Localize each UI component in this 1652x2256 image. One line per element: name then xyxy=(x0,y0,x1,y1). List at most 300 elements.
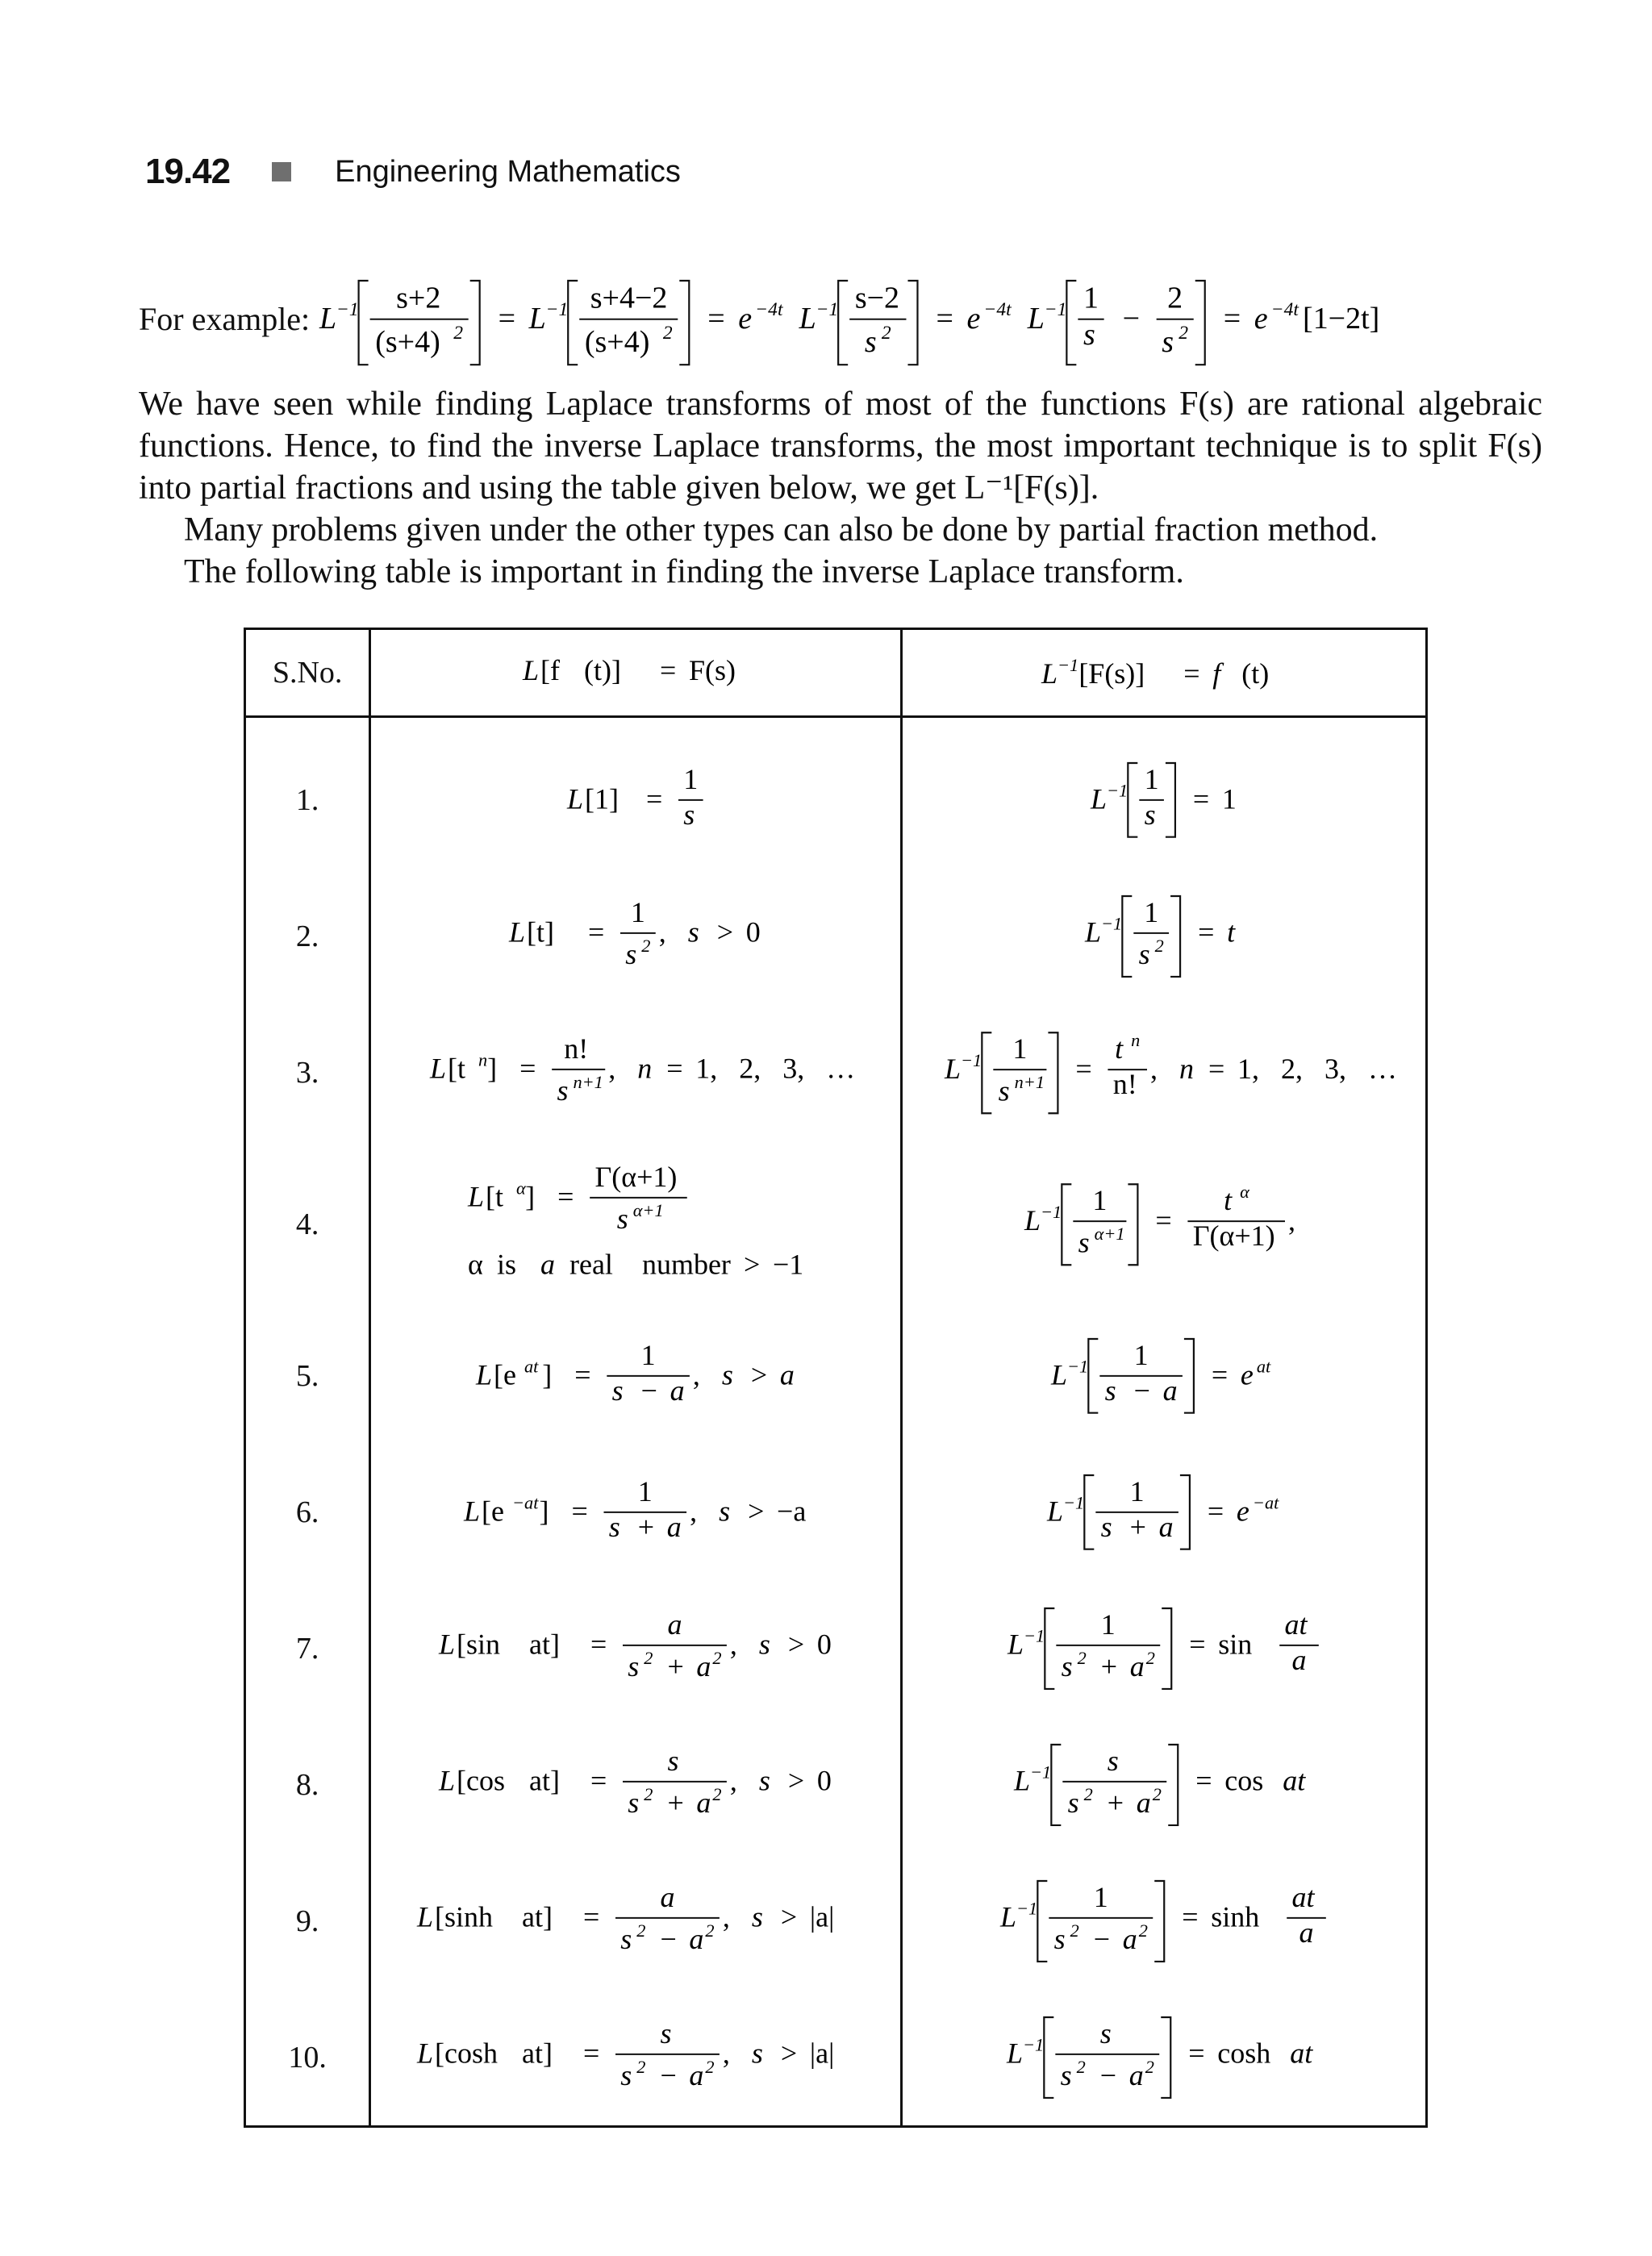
svg-text:n!: n! xyxy=(563,1032,588,1065)
svg-text:−1: −1 xyxy=(1040,1202,1062,1223)
svg-text:−1: −1 xyxy=(1067,1356,1089,1377)
svg-text:n: n xyxy=(636,1052,652,1085)
svg-text:2: 2 xyxy=(705,2056,715,2077)
svg-text:a: a xyxy=(660,1880,675,1913)
svg-text:−1: −1 xyxy=(336,299,359,321)
svg-text:a: a xyxy=(1122,1922,1137,1955)
forward-transform xyxy=(370,1989,902,2127)
svg-text:a: a xyxy=(696,1786,711,1819)
svg-text:a: a xyxy=(540,1248,556,1281)
table-row xyxy=(245,1444,1427,1580)
svg-text:−1: −1 xyxy=(960,1050,982,1071)
svg-text:2: 2 xyxy=(636,2056,646,2077)
svg-text:=: = xyxy=(1189,1628,1206,1661)
svg-text:2: 2 xyxy=(1077,2056,1087,2077)
svg-text:e: e xyxy=(1254,302,1268,336)
svg-text:[F(s)]: [F(s)] xyxy=(1078,657,1145,690)
paragraph-2: Many problems given under the other types can also be done by partial fraction method. xyxy=(184,511,1379,548)
svg-text:[t]: [t] xyxy=(527,915,555,949)
svg-text:a: a xyxy=(667,1608,682,1641)
row-number: 9. xyxy=(245,1853,370,1989)
table-row xyxy=(245,1580,1427,1716)
row-number: 6. xyxy=(245,1444,370,1580)
row-number: 4. xyxy=(245,1141,370,1307)
page-header xyxy=(145,144,681,200)
svg-text:s: s xyxy=(625,937,637,970)
svg-text:a: a xyxy=(1137,1786,1152,1819)
paragraph-3: The following table is important in finding the inverse Laplace transform. xyxy=(184,553,1184,590)
svg-text:L: L xyxy=(468,1180,485,1213)
svg-text:−: − xyxy=(1122,302,1141,336)
svg-text:]: ] xyxy=(525,1180,536,1213)
svg-text:=: = xyxy=(1192,782,1209,815)
svg-text:=: = xyxy=(582,1900,599,1933)
svg-text:−1: −1 xyxy=(1057,655,1079,676)
svg-text:…: … xyxy=(825,1052,855,1085)
svg-text:2: 2 xyxy=(705,1920,715,1941)
svg-text:−: − xyxy=(1100,2058,1117,2091)
svg-text:]: ] xyxy=(486,1052,497,1085)
svg-text:=: = xyxy=(707,302,725,336)
svg-text:2: 2 xyxy=(1167,281,1183,315)
svg-text:a: a xyxy=(1163,1374,1179,1407)
svg-text:s: s xyxy=(719,1495,731,1528)
svg-text:−: − xyxy=(1134,1374,1151,1407)
svg-text:t: t xyxy=(1227,915,1236,949)
svg-text:number: number xyxy=(642,1248,732,1281)
inverse-transform xyxy=(902,1989,1427,2127)
svg-text:a: a xyxy=(1158,1510,1174,1543)
forward-transform xyxy=(370,1580,902,1716)
svg-text:α: α xyxy=(468,1248,484,1281)
svg-text:a: a xyxy=(1291,1643,1307,1676)
body-text xyxy=(139,383,1542,593)
inverse-transform xyxy=(902,1444,1427,1580)
svg-text:L: L xyxy=(1014,1764,1031,1797)
inverse-transform xyxy=(902,1716,1427,1853)
svg-text:2: 2 xyxy=(1145,2056,1155,2077)
svg-text:1: 1 xyxy=(1144,762,1159,795)
svg-text:at]: at] xyxy=(528,1764,560,1797)
svg-text:at: at xyxy=(1290,2037,1313,2070)
svg-text:=: = xyxy=(1183,657,1200,690)
svg-text:[e: [e xyxy=(482,1495,505,1528)
svg-text:,: , xyxy=(722,1900,730,1933)
svg-text:s: s xyxy=(1100,1510,1112,1543)
row-number: 1. xyxy=(245,717,370,869)
svg-text:>: > xyxy=(780,2037,797,2070)
example-formula xyxy=(316,277,1400,368)
svg-text:[1−2t]: [1−2t] xyxy=(1303,302,1380,336)
svg-text:a: a xyxy=(670,1374,685,1407)
svg-text:L: L xyxy=(1000,1900,1017,1933)
svg-text:,: , xyxy=(690,1495,698,1528)
svg-text:s: s xyxy=(660,2016,672,2050)
svg-text:]: ] xyxy=(542,1358,552,1391)
svg-text:2: 2 xyxy=(636,1920,646,1941)
svg-text:=: = xyxy=(519,1052,536,1085)
svg-text:1: 1 xyxy=(631,895,646,928)
svg-text:−1: −1 xyxy=(1023,2034,1045,2055)
svg-text:2,: 2, xyxy=(1280,1053,1303,1086)
row-number: 2. xyxy=(245,868,370,1004)
table-row xyxy=(245,1853,1427,1989)
svg-text:at: at xyxy=(1291,1880,1315,1913)
svg-text:1: 1 xyxy=(640,1338,656,1371)
svg-text:…: … xyxy=(1367,1053,1397,1086)
svg-text:n: n xyxy=(478,1049,487,1070)
svg-text:2: 2 xyxy=(882,322,891,344)
svg-text:>: > xyxy=(744,1248,761,1281)
svg-text:=: = xyxy=(645,782,663,815)
svg-text:,: , xyxy=(722,2037,730,2070)
svg-text:,: , xyxy=(729,1764,737,1797)
svg-text:=: = xyxy=(557,1180,574,1213)
svg-text:,: , xyxy=(659,915,667,949)
svg-text:a: a xyxy=(1129,2058,1145,2091)
svg-text:α: α xyxy=(1239,1182,1249,1203)
svg-text:1: 1 xyxy=(1083,281,1099,315)
svg-text:at]: at] xyxy=(528,1628,560,1661)
svg-text:1,: 1, xyxy=(695,1052,717,1085)
svg-text:2: 2 xyxy=(453,322,464,344)
svg-text:1: 1 xyxy=(1012,1032,1027,1065)
svg-text:+: + xyxy=(637,1510,655,1543)
svg-text:L: L xyxy=(1041,657,1058,690)
svg-text:2: 2 xyxy=(1138,1920,1149,1941)
forward-transform xyxy=(370,717,902,869)
svg-text:=: = xyxy=(571,1495,588,1528)
svg-text:[f: [f xyxy=(540,653,561,686)
svg-text:s: s xyxy=(1100,2016,1112,2050)
svg-text:=: = xyxy=(665,1052,683,1085)
inverse-transform xyxy=(902,868,1427,1004)
svg-text:=: = xyxy=(1212,1358,1229,1391)
svg-text:L: L xyxy=(1046,1495,1063,1528)
row-number: 10. xyxy=(245,1989,370,2127)
svg-text:2: 2 xyxy=(643,1783,653,1804)
svg-text:e: e xyxy=(1236,1495,1249,1528)
svg-text:0: 0 xyxy=(816,1628,832,1661)
svg-text:1: 1 xyxy=(1134,1338,1149,1371)
svg-text:a: a xyxy=(666,1510,682,1543)
svg-text:Γ(α+1): Γ(α+1) xyxy=(1192,1220,1275,1253)
row-number: 3. xyxy=(245,1004,370,1141)
svg-text:L: L xyxy=(523,653,540,686)
svg-text:s: s xyxy=(1162,324,1174,359)
svg-text:s: s xyxy=(865,324,877,359)
svg-text:+: + xyxy=(1129,1510,1146,1543)
row-number: 8. xyxy=(245,1716,370,1853)
svg-text:+: + xyxy=(1108,1786,1124,1819)
svg-text:=: = xyxy=(590,1764,607,1797)
svg-text:at: at xyxy=(1283,1764,1306,1797)
svg-text:1: 1 xyxy=(1093,1880,1108,1913)
svg-text:sinh: sinh xyxy=(1211,1900,1260,1933)
svg-text:−1: −1 xyxy=(1024,1625,1045,1646)
svg-text:−4t: −4t xyxy=(755,299,783,321)
inverse-transform xyxy=(902,1307,1427,1444)
svg-text:s: s xyxy=(751,1900,763,1933)
svg-text:s: s xyxy=(998,1074,1010,1107)
svg-text:a: a xyxy=(1129,1649,1145,1683)
svg-text:s: s xyxy=(721,1358,733,1391)
svg-text:2: 2 xyxy=(712,1647,722,1668)
svg-text:(s+4): (s+4) xyxy=(375,324,440,359)
svg-text:>: > xyxy=(787,1628,804,1661)
svg-text:s: s xyxy=(1138,937,1150,970)
example-line xyxy=(139,277,1542,368)
forward-transform xyxy=(370,1004,902,1141)
page-number: 19.42 xyxy=(145,152,231,191)
svg-text:s: s xyxy=(616,1202,628,1235)
svg-text:+: + xyxy=(1100,1649,1118,1683)
svg-text:[e: [e xyxy=(493,1358,516,1391)
svg-text:=: = xyxy=(1188,2037,1205,2070)
svg-text:L: L xyxy=(528,302,546,336)
svg-text:cos: cos xyxy=(1224,1764,1264,1797)
svg-text:α+1: α+1 xyxy=(1094,1224,1125,1245)
svg-text:3,: 3, xyxy=(782,1052,804,1085)
svg-text:α: α xyxy=(516,1178,526,1199)
svg-text:0: 0 xyxy=(746,915,761,949)
svg-text:,: , xyxy=(607,1052,615,1085)
svg-text:[1]: [1] xyxy=(584,782,619,815)
svg-text:L: L xyxy=(1090,782,1107,815)
svg-text:−1: −1 xyxy=(1016,1898,1038,1919)
svg-text:1: 1 xyxy=(683,762,699,795)
svg-text:n: n xyxy=(1130,1030,1140,1051)
inverse-transform xyxy=(902,1853,1427,1989)
svg-text:L: L xyxy=(1024,1204,1041,1237)
svg-text:Γ(α+1): Γ(α+1) xyxy=(594,1160,678,1193)
svg-text:f: f xyxy=(1212,657,1221,690)
inverse-transform xyxy=(902,1004,1427,1141)
svg-text:sin: sin xyxy=(1218,1628,1253,1661)
svg-text:,: , xyxy=(692,1358,700,1391)
svg-text:>: > xyxy=(750,1358,767,1391)
table-row xyxy=(245,868,1427,1004)
svg-text:2: 2 xyxy=(1179,322,1189,344)
svg-text:|a|: |a| xyxy=(809,2037,834,2070)
svg-text:+: + xyxy=(667,1786,684,1819)
svg-text:α+1: α+1 xyxy=(632,1199,664,1220)
svg-text:+: + xyxy=(667,1649,684,1683)
svg-text:s+2: s+2 xyxy=(396,281,441,315)
svg-text:s: s xyxy=(688,915,700,949)
svg-text:=: = xyxy=(588,915,605,949)
svg-text:e: e xyxy=(738,302,753,336)
svg-text:−1: −1 xyxy=(1044,299,1067,321)
svg-text:at: at xyxy=(1284,1608,1308,1641)
row-number: 7. xyxy=(245,1580,370,1716)
svg-text:t: t xyxy=(1223,1184,1232,1217)
svg-text:(t): (t) xyxy=(1241,657,1270,690)
svg-text:−1: −1 xyxy=(816,299,839,321)
svg-text:−1: −1 xyxy=(1100,913,1123,934)
svg-text:a: a xyxy=(1299,1916,1314,1949)
svg-text:L: L xyxy=(438,1764,455,1797)
svg-text:2: 2 xyxy=(1084,1783,1094,1804)
svg-text:s: s xyxy=(627,1649,639,1683)
svg-text:s: s xyxy=(683,798,695,831)
svg-text:2: 2 xyxy=(1153,1783,1162,1804)
svg-text:s: s xyxy=(608,1510,620,1543)
svg-text:n+1: n+1 xyxy=(1014,1072,1045,1093)
svg-text:−4t: −4t xyxy=(983,299,1012,321)
forward-transform xyxy=(370,868,902,1004)
svg-text:s: s xyxy=(1108,1744,1120,1777)
svg-text:s: s xyxy=(758,1764,770,1797)
inverse-transform xyxy=(902,1580,1427,1716)
svg-text:1: 1 xyxy=(637,1474,653,1507)
svg-text:−: − xyxy=(1093,1922,1111,1955)
svg-text:=: = xyxy=(1208,1053,1224,1086)
svg-text:2: 2 xyxy=(1070,1920,1079,1941)
svg-text:1,: 1, xyxy=(1237,1053,1259,1086)
svg-text:2: 2 xyxy=(641,935,651,956)
svg-text:=: = xyxy=(936,302,954,336)
svg-text:a: a xyxy=(689,1922,704,1955)
svg-text:,: , xyxy=(1287,1204,1295,1237)
svg-text:=: = xyxy=(1195,1764,1212,1797)
svg-text:=: = xyxy=(1198,915,1215,949)
svg-text:L: L xyxy=(1051,1358,1068,1391)
svg-text:=: = xyxy=(1182,1900,1199,1933)
svg-text:L: L xyxy=(1084,915,1102,949)
forward-transform xyxy=(370,1716,902,1853)
svg-text:L: L xyxy=(475,1358,492,1391)
svg-text:s: s xyxy=(627,1786,639,1819)
svg-text:s: s xyxy=(620,1922,632,1955)
svg-text:−: − xyxy=(660,1922,677,1955)
forward-transform xyxy=(370,1444,902,1580)
svg-text:=: = xyxy=(660,653,677,686)
svg-text:=: = xyxy=(582,2037,599,2070)
svg-text:1: 1 xyxy=(1091,1184,1107,1217)
svg-text:,: , xyxy=(1149,1053,1158,1086)
svg-text:>: > xyxy=(787,1764,804,1797)
svg-text:L: L xyxy=(944,1053,961,1086)
table-body xyxy=(245,717,1427,2127)
svg-text:−1: −1 xyxy=(1106,780,1128,801)
svg-text:L: L xyxy=(1007,1628,1024,1661)
svg-text:real: real xyxy=(569,1248,614,1281)
svg-text:0: 0 xyxy=(816,1764,832,1797)
svg-text:cosh: cosh xyxy=(1217,2037,1271,2070)
svg-text:[cos: [cos xyxy=(456,1764,505,1797)
svg-text:at: at xyxy=(524,1356,539,1377)
svg-text:s: s xyxy=(556,1074,569,1107)
svg-text:−4t: −4t xyxy=(1270,299,1299,321)
svg-text:2: 2 xyxy=(1145,1647,1156,1668)
svg-text:=: = xyxy=(1154,1204,1172,1237)
svg-text:t: t xyxy=(1114,1032,1123,1065)
svg-text:1: 1 xyxy=(1129,1474,1145,1507)
svg-text:−: − xyxy=(640,1374,657,1407)
svg-text:L: L xyxy=(319,302,337,336)
svg-text:n: n xyxy=(1179,1053,1194,1086)
svg-text:>: > xyxy=(780,1900,797,1933)
svg-text:s−2: s−2 xyxy=(854,281,900,315)
svg-text:−1: −1 xyxy=(773,1248,804,1281)
table-row xyxy=(245,717,1427,869)
svg-text:2: 2 xyxy=(663,322,673,344)
svg-text:L: L xyxy=(416,2037,433,2070)
svg-text:−1: −1 xyxy=(1030,1762,1052,1783)
svg-text:−a: −a xyxy=(777,1495,807,1528)
table-row xyxy=(245,1989,1427,2127)
forward-transform xyxy=(370,1141,902,1307)
svg-text:s: s xyxy=(1144,798,1156,831)
svg-text:=: = xyxy=(498,302,516,336)
svg-text:s: s xyxy=(1061,1649,1073,1683)
svg-text:−1: −1 xyxy=(1062,1492,1085,1513)
svg-text:2: 2 xyxy=(1154,935,1164,956)
svg-text:L: L xyxy=(799,302,816,336)
header-sno: S.No. xyxy=(245,629,370,717)
svg-text:L: L xyxy=(509,915,526,949)
svg-text:[cosh: [cosh xyxy=(434,2037,498,2070)
table-row xyxy=(245,1141,1427,1307)
svg-text:>: > xyxy=(717,915,734,949)
svg-text:s: s xyxy=(751,2037,763,2070)
svg-text:−at: −at xyxy=(1252,1492,1279,1513)
svg-text:L: L xyxy=(1027,302,1045,336)
svg-text:1: 1 xyxy=(1144,895,1159,928)
row-number: 5. xyxy=(245,1307,370,1444)
svg-text:at]: at] xyxy=(521,1900,553,1933)
svg-text:L: L xyxy=(438,1628,455,1661)
header-square-icon xyxy=(272,162,291,181)
header-forward xyxy=(370,629,902,717)
svg-text:at]: at] xyxy=(521,2037,553,2070)
svg-text:s: s xyxy=(1083,318,1095,352)
svg-text:s: s xyxy=(758,1628,770,1661)
svg-text:1: 1 xyxy=(1221,782,1237,815)
example-lead: For example: xyxy=(139,301,311,338)
svg-text:s+4−2: s+4−2 xyxy=(590,281,668,315)
svg-text:e: e xyxy=(1241,1358,1254,1391)
svg-text:a: a xyxy=(689,2058,704,2091)
svg-text:2: 2 xyxy=(643,1647,653,1668)
svg-text:s: s xyxy=(667,1744,679,1777)
table-row xyxy=(245,1716,1427,1853)
svg-text:,: , xyxy=(729,1628,737,1661)
svg-text:L: L xyxy=(416,1900,433,1933)
svg-text:L: L xyxy=(464,1495,481,1528)
svg-text:[sin: [sin xyxy=(456,1628,500,1661)
inverse-transform xyxy=(902,1141,1427,1307)
svg-text:s: s xyxy=(1068,1786,1080,1819)
svg-text:−1: −1 xyxy=(545,299,569,321)
table-row xyxy=(245,1307,1427,1444)
svg-text:2: 2 xyxy=(712,1783,722,1804)
svg-text:2,: 2, xyxy=(738,1052,761,1085)
svg-text:(s+4): (s+4) xyxy=(585,324,650,359)
svg-text:s: s xyxy=(1061,2058,1073,2091)
svg-text:e: e xyxy=(966,302,981,336)
svg-text:s: s xyxy=(1078,1226,1090,1259)
svg-text:L: L xyxy=(566,782,583,815)
svg-text:3,: 3, xyxy=(1324,1053,1346,1086)
svg-text:s: s xyxy=(1053,1922,1066,1955)
svg-text:[t: [t xyxy=(447,1052,465,1085)
forward-transform xyxy=(370,1307,902,1444)
inverse-transform xyxy=(902,717,1427,869)
svg-text:=: = xyxy=(1207,1495,1224,1528)
paragraph-1: We have seen while finding Laplace transforms of most of the functions F(s) are rational algebraic functions. Hence, to find the inverse Laplace transforms, the most important technique is to split F(s) into partial fractions and using the table given below, we get L⁻¹[F(s)]. xyxy=(139,386,1542,507)
